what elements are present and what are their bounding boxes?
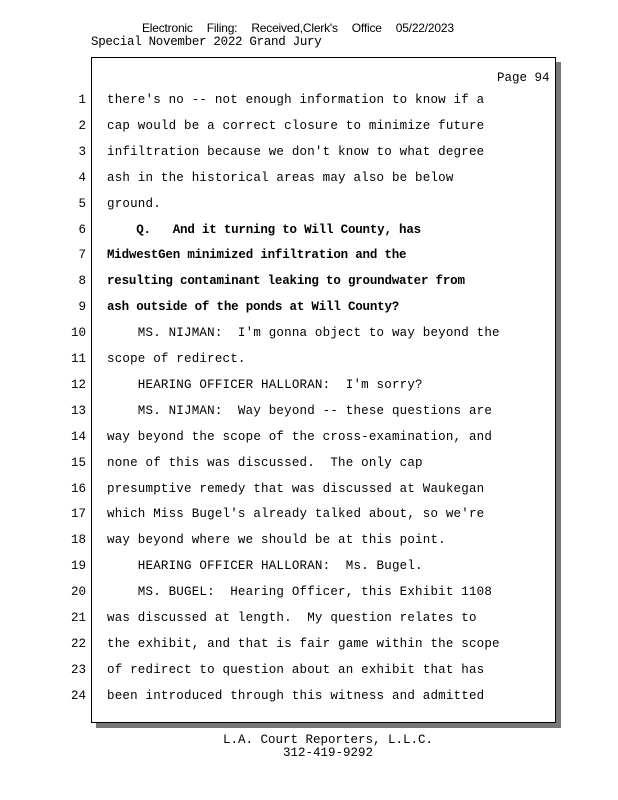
line-number: 9	[78, 300, 86, 314]
transcript-line: way beyond the scope of the cross-examination, and	[107, 430, 493, 444]
line-number: 12	[70, 378, 86, 392]
transcript-line: which Miss Bugel's already talked about, so we're	[107, 507, 485, 521]
line-number: 2	[78, 119, 86, 133]
transcript-line: there's no -- not enough information to know if a	[107, 93, 485, 107]
line-number: 3	[78, 145, 86, 159]
transcript-line: MS. NIJMAN: Way beyond -- these questions are	[107, 404, 493, 418]
stamp-office: Office	[351, 21, 382, 35]
line-number: 6	[78, 223, 86, 237]
line-number: 21	[70, 611, 86, 625]
line-number: 11	[70, 352, 86, 366]
line-number: 13	[70, 404, 86, 418]
stamp-received: Received,Clerk's	[251, 21, 338, 35]
transcript-line: of redirect to question about an exhibit that has	[107, 663, 485, 677]
reporter-company: L.A. Court Reporters, L.L.C.	[222, 733, 434, 747]
line-number: 5	[78, 197, 86, 211]
reporter-footer	[0, 734, 618, 760]
transcript-line: scope of redirect.	[107, 352, 246, 366]
line-number: 23	[70, 663, 86, 677]
stamp-electronic: Electronic	[142, 21, 193, 35]
transcript-line: been introduced through this witness and admitted	[107, 689, 485, 703]
transcript-line: HEARING OFFICER HALLORAN: I'm sorry?	[107, 378, 423, 392]
transcript-line: way beyond where we should be at this point.	[107, 533, 446, 547]
case-title: Special November 2022 Grand Jury	[91, 35, 322, 49]
transcript-line: MS. BUGEL: Hearing Officer, this Exhibit 1108	[107, 585, 493, 599]
transcript-line: resulting contaminant leaking to groundwater from	[107, 274, 465, 288]
line-number: 17	[70, 507, 86, 521]
transcript-line: ground.	[107, 197, 161, 211]
line-number: 15	[70, 456, 86, 470]
transcript-line: ash outside of the ponds at Will County?	[107, 300, 400, 314]
transcript-line: MidwestGen minimized infiltration and the	[107, 248, 407, 262]
line-number: 22	[70, 637, 86, 651]
stamp-date: 05/22/2023	[395, 21, 454, 35]
transcript-line: the exhibit, and that is fair game within the scope	[107, 637, 500, 651]
line-number: 4	[78, 171, 86, 185]
line-number: 20	[70, 585, 86, 599]
line-number: 10	[70, 326, 86, 340]
line-number: 24	[70, 689, 86, 703]
stamp-filing: Filing:	[206, 21, 238, 35]
line-number: 7	[78, 248, 86, 262]
transcript-line: MS. NIJMAN: I'm gonna object to way beyond the	[107, 326, 500, 340]
transcript-line: infiltration because we don't know to what degree	[107, 145, 485, 159]
transcript-line: ash in the historical areas may also be below	[107, 171, 454, 185]
transcript-line: none of this was discussed. The only cap	[107, 456, 423, 470]
transcript-line: cap would be a correct closure to minimize future	[107, 119, 485, 133]
line-number: 16	[70, 482, 86, 496]
transcript-line: HEARING OFFICER HALLORAN: Ms. Bugel.	[107, 559, 423, 573]
transcript-line: was discussed at length. My question relates to	[107, 611, 477, 625]
line-number: 1	[78, 93, 86, 107]
reporter-phone: 312-419-9292	[282, 746, 373, 760]
page-number: Page 94	[497, 71, 550, 85]
line-number: 14	[70, 430, 86, 444]
line-number: 18	[70, 533, 86, 547]
transcript-line: Q. And it turning to Will County, has	[107, 223, 421, 237]
filing-stamp	[142, 21, 468, 35]
line-number: 8	[78, 274, 86, 288]
transcript-line: presumptive remedy that was discussed at Waukegan	[107, 482, 485, 496]
line-number: 19	[70, 559, 86, 573]
